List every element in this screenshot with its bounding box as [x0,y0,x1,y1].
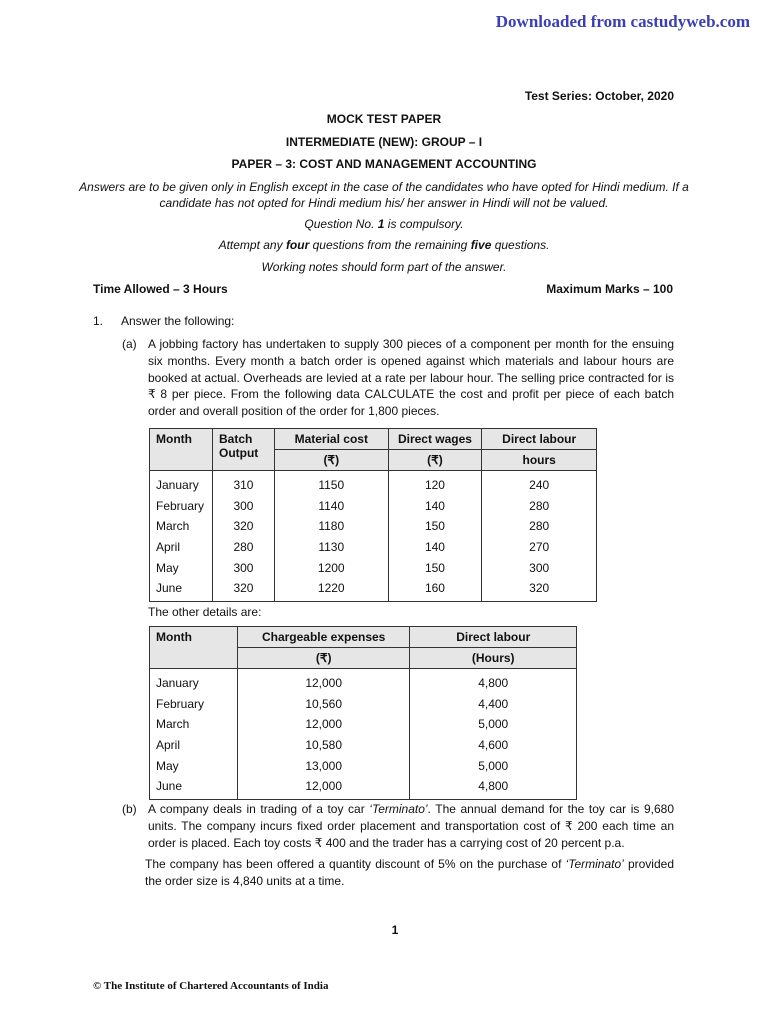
table-row [150,537,597,558]
col-direct-labour-unit: (Hours) [410,648,577,669]
cell-month: March [150,714,238,735]
cell-direct-labour: 280 [482,516,597,537]
expenses-table [149,626,577,800]
col-material-cost-unit: (₹) [274,450,388,471]
col-direct-labour-header: Direct labour [410,627,577,648]
cell-batch-output: 300 [212,557,274,578]
working-notes-instruction: Working notes should form part of the answer. [261,260,507,274]
table-row [150,735,577,756]
compulsory-pre: Question No. [304,217,378,231]
toy-name: ‘Terminato’ [369,802,428,816]
attempt-pre: Attempt any [218,238,286,252]
discount-text-post: provided the order size is 4,840 units at a time. [145,857,674,888]
cell-chargeable-expenses: 13,000 [237,755,410,776]
table-row [150,578,597,601]
paper-subject: PAPER – 3: COST AND MANAGEMENT ACCOUNTING [231,157,537,171]
cell-chargeable-expenses: 10,560 [237,694,410,715]
cell-chargeable-expenses: 12,000 [237,776,410,799]
col-direct-labour-header: Direct labour [482,429,597,450]
col-direct-labour-unit: hours [482,450,597,471]
question-number: 1. [93,314,104,328]
table-row [150,516,597,537]
compulsory-instruction [0,217,768,231]
cell-month: February [150,694,238,715]
cell-month: April [150,735,238,756]
cell-direct-wages: 150 [388,557,482,578]
cell-month: January [150,471,213,496]
cell-material-cost: 1180 [274,516,388,537]
paper-title: MOCK TEST PAPER [326,112,442,126]
table-row [150,496,597,517]
attempt-instruction [0,238,768,252]
cell-batch-output: 280 [212,537,274,558]
cell-batch-output: 300 [212,496,274,517]
col-direct-wages-header: Direct wages [388,429,482,450]
col-month-header: Month [150,627,238,669]
cell-direct-labour: 240 [482,471,597,496]
part-b-discount-text [145,856,674,890]
paper-group: INTERMEDIATE (NEW): GROUP – I [285,135,483,149]
col-batch-output-header: Batch Output [212,429,274,471]
cell-direct-labour: 300 [482,557,597,578]
cell-month: January [150,669,238,694]
discount-text-pre: The company has been offered a quantity discount of 5% on the purchase of [145,857,566,871]
cell-direct-wages: 150 [388,516,482,537]
cell-chargeable-expenses: 12,000 [237,669,410,694]
table-row [150,755,577,776]
test-series-label: Test Series: October, 2020 [524,89,674,103]
compulsory-post: is compulsory. [384,217,464,231]
part-b-text-post: . The annual demand for the toy car is 9,680 units. The company incurs fixed order placement and transportation cost of ₹ 200 each time an order is placed. Each toy costs ₹ 400 and the trader has a carrying cost of 20 percent p.a. [148,802,674,850]
table-row [150,714,577,735]
cell-direct-labour-hours: 4,800 [410,669,577,694]
col-direct-wages-unit: (₹) [388,450,482,471]
part-b-label: (b) [122,802,137,816]
part-b-text [148,801,674,851]
cell-chargeable-expenses: 10,580 [237,735,410,756]
cell-direct-labour-hours: 4,800 [410,776,577,799]
cell-month: June [150,776,238,799]
table-row [150,557,597,578]
other-details-label: The other details are: [148,605,262,619]
cell-material-cost: 1140 [274,496,388,517]
cell-month: May [150,557,213,578]
cell-chargeable-expenses: 12,000 [237,714,410,735]
compulsory-number: 1 [377,217,385,231]
part-a-text: A jobbing factory has undertaken to supply 300 pieces of a component per month for the ensuing six months. Every month a batch order is opened against which materials and labour hours are booked at actual. Overheads are levied at a rate per labour hour. The selling price contracted for is ₹ 8 per piece. From the following data CALCULATE the cost and profit per piece of each batch order and overall position of the order for 1,800 pieces. [148,337,674,419]
toy-name-2: ‘Terminato’ [565,857,624,871]
language-instruction-line2: candidate has not opted for Hindi medium his/ her answer in Hindi will not be valued. [159,196,609,210]
attempt-five: five [470,238,492,252]
attempt-post: questions. [491,238,550,252]
cell-month: February [150,496,213,517]
footer-copyright: © The Institute of Chartered Accountants of India [93,980,329,992]
maximum-marks: Maximum Marks – 100 [546,282,673,296]
attempt-mid: questions from the remaining [309,238,471,252]
col-material-cost-header: Material cost [274,429,388,450]
table-row [150,694,577,715]
cell-material-cost: 1200 [274,557,388,578]
watermark-link[interactable]: Downloaded from castudyweb.com [495,12,750,31]
page-number: 1 [391,923,399,937]
cell-material-cost: 1220 [274,578,388,601]
col-chargeable-expenses-unit: (₹) [237,648,410,669]
time-marks-row [93,282,673,296]
batch-data-table [149,428,597,602]
cell-batch-output: 310 [212,471,274,496]
cell-batch-output: 320 [212,578,274,601]
table-row [150,471,597,496]
question-intro: Answer the following: [121,314,235,328]
cell-direct-labour: 270 [482,537,597,558]
cell-month: April [150,537,213,558]
language-instruction-line1: Answers are to be given only in English except in the case of the candidates who have opted for Hindi medium. If a [79,180,689,194]
cell-batch-output: 320 [212,516,274,537]
table-row [150,776,577,799]
attempt-four: four [285,238,310,252]
cell-material-cost: 1130 [274,537,388,558]
table-row [150,669,577,694]
cell-direct-labour: 320 [482,578,597,601]
time-allowed: Time Allowed – 3 Hours [93,282,228,296]
part-a-label: (a) [122,337,137,351]
cell-month: March [150,516,213,537]
cell-direct-labour-hours: 4,400 [410,694,577,715]
col-month-header: Month [150,429,213,471]
cell-direct-labour: 280 [482,496,597,517]
cell-direct-labour-hours: 4,600 [410,735,577,756]
cell-direct-wages: 140 [388,496,482,517]
cell-material-cost: 1150 [274,471,388,496]
cell-month: May [150,755,238,776]
cell-direct-wages: 140 [388,537,482,558]
col-chargeable-expenses-header: Chargeable expenses [237,627,410,648]
cell-direct-labour-hours: 5,000 [410,755,577,776]
cell-month: June [150,578,213,601]
language-instruction [0,179,768,211]
cell-direct-wages: 160 [388,578,482,601]
part-b-text-pre: A company deals in trading of a toy car [148,802,370,816]
cell-direct-wages: 120 [388,471,482,496]
cell-direct-labour-hours: 5,000 [410,714,577,735]
